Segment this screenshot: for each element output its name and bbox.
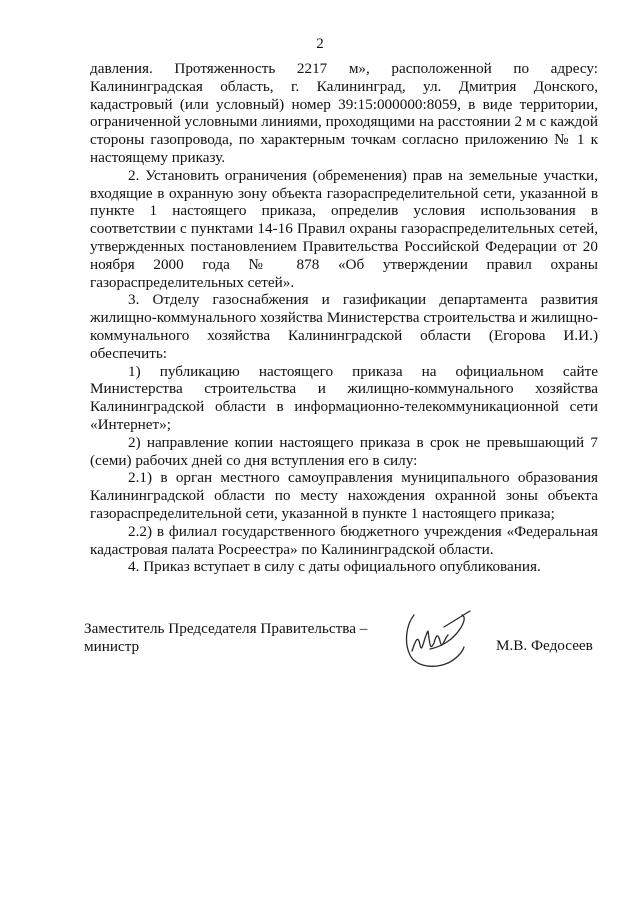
signatory-name: М.В. Федосеев <box>496 637 593 654</box>
paragraph-item-4-effective: 4. Приказ вступает в силу с даты официального опубликования. <box>128 558 541 576</box>
handwritten-signature-icon <box>400 605 480 673</box>
paragraph-item-2-restrictions: 2. Установить ограничения (обременения) прав на земельные участки, входящие в охранную зону объекта газораспределительной сети, указанной в пункте 1 настоящего приказа, определив условия использования в соответствии с пунктами 14-16 Правил охраны газораспределительных сетей, утвержденных постановлением Правительства Российской Федерации от 20 ноября 2000 года № 878 «Об утверждении правил охраны газораспределительных сетей». <box>90 166 598 291</box>
paragraph-subitem-2-2-cadastral-chamber: 2.2) в филиал государственного бюджетного учреждения «Федеральная кадастровая палата Росреестра» по Калининградской области. <box>90 522 598 558</box>
paragraph-subitem-2-1-local-authority: 2.1) в орган местного самоуправления муниципального образования Калининградской области по месту нахождения охранной зоны объекта газораспределительной сети, указанной в пункте 1 настоящего приказа; <box>90 469 598 522</box>
paragraph-subitem-1-publication: 1) публикацию настоящего приказа на официальном сайте Министерства строительства и жилищно-коммунального хозяйства Калининградской области в информационно-телекоммуникационной сети «Интернет»; <box>90 362 598 433</box>
document-body <box>90 60 598 576</box>
signatory-position: Заместитель Председателя Правительства – министр <box>84 620 368 655</box>
paragraph-item-3-department: 3. Отделу газоснабжения и газификации департамента развития жилищно-коммунального хозяйства Министерства строительства и жилищно-коммунального хозяйства Калининградской области (Егорова И.И.) обеспечить: <box>90 291 598 362</box>
paragraph-gas-pipeline-location: давления. Протяженность 2217 м», расположенной по адресу: Калининградская область, г. Калининград, ул. Дмитрия Донского, кадастровый (или условный) номер 39:15:000000:8059, в виде территории, ограниченной условными линиями, проходящими на расстоянии 2 м с каждой стороны газопровода, по характерным точкам согласно приложению № 1 к настоящему приказу. <box>90 60 598 166</box>
page-number: 2 <box>316 36 324 52</box>
paragraph-subitem-2-copy: 2) направление копии настоящего приказа в срок не превышающий 7 (семи) рабочих дней со дня вступления его в силу: <box>90 433 598 469</box>
